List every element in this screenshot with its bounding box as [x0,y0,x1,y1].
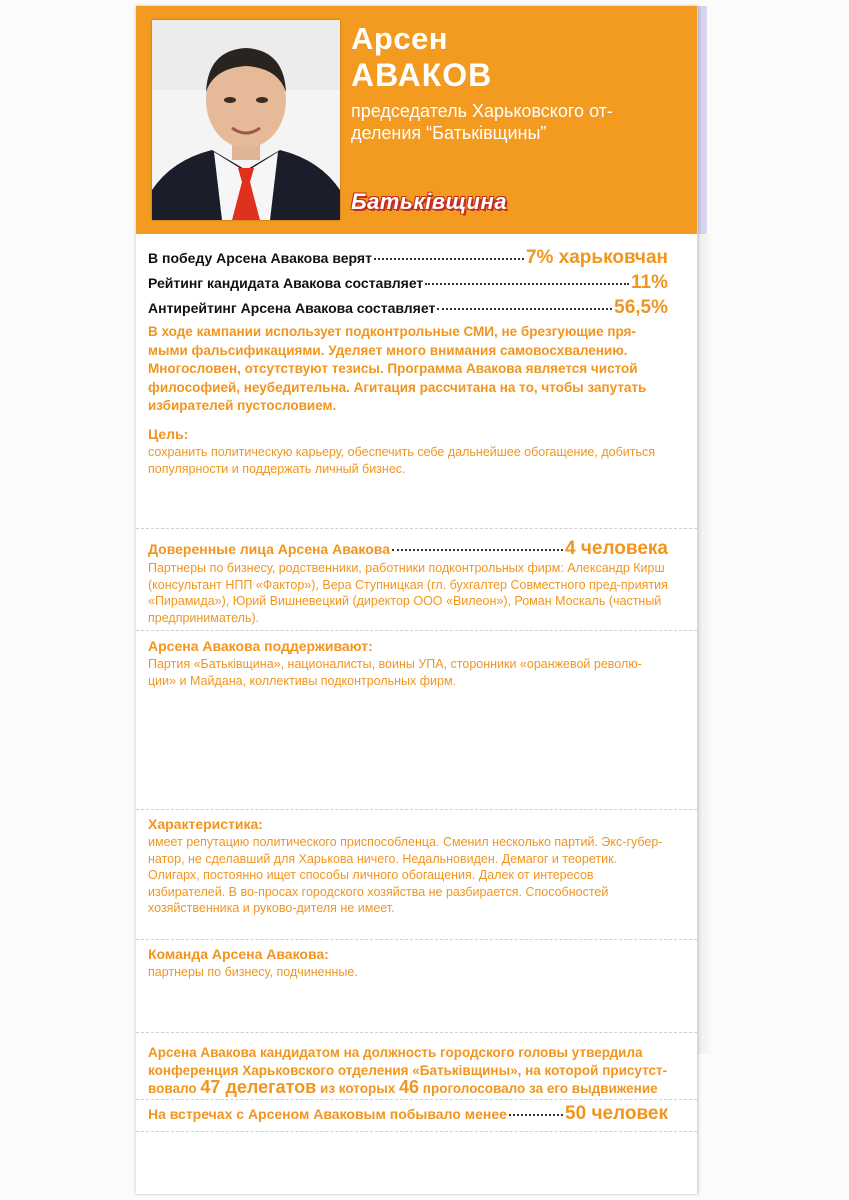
header-banner [136,6,697,234]
party-logo: Батьківщина [351,189,508,214]
stat-value: 56,5% [614,297,668,318]
leaflet-page [136,6,698,1194]
nomination-text-end: проголосовало за его выдвижение [422,1081,658,1096]
stat-row-antirating [148,297,668,319]
divider [136,939,697,940]
dotted-leader [392,549,563,551]
delegates-count: 47 делегатов [200,1077,317,1097]
nomination-text: Арсена Авакова кандидатом на должность городского головы утвердила конференция Харьковского отделения «Батьківщины», на которой присутст-вовало [148,1045,668,1096]
dotted-leader [437,308,612,310]
team-heading: Команда Арсена Авакова: [148,946,329,962]
divider [136,1131,697,1132]
portrait-icon [152,20,340,220]
divider [136,630,697,631]
candidate-photo [152,20,340,220]
divider [136,1032,697,1033]
stat-label: В победу Арсена Авакова верят [148,250,372,266]
meetings-label: На встречах с Арсеном Аваковым побывало менее [148,1106,507,1122]
divider [136,809,697,810]
divider [136,528,697,529]
candidate-first-name: Арсен [351,21,449,56]
dotted-leader [425,283,629,285]
goal-text: сохранить политическую карьеру, обеспечить себе дальнейшее обогащение, добиться популярности и поддержать личный бизнес. [148,445,655,476]
team-text: партнеры по бизнесу, подчиненные. [148,965,358,979]
nomination-text-middle: из которых [320,1081,396,1096]
divider [136,1099,697,1100]
trusted-text: Партнеры по бизнесу, родственники, работники подконтрольных фирм: Александр Кирш (консультант НПП «Фактор»), Вера Ступницкая (гл. бухгалтер Совместного пред-приятия «Пирамида»), Юрий Вишневецкий (директор ООО «Вилеон»), Роман Москаль (частный предприниматель). [148,561,668,625]
supporters-heading: Арсена Авакова поддерживают: [148,638,373,654]
candidate-last-name: АВАКОВ [351,57,493,93]
meetings-row [148,1103,668,1125]
stat-label: Рейтинг кандидата Авакова составляет [148,275,424,291]
nomination-statement [148,1044,668,1098]
trusted-value: 4 человека [565,538,668,559]
stat-row-belief [148,247,668,269]
character-text: имеет репутацию политического приспособленца. Сменил несколько партий. Экс-губер-натор, не сделавший для Харькова ничего. Недальновиден. Демагог и теоретик. Олигарх, постоянно ищет способы личного обогащения. Далек от интересов избирателей. В во-просах городского хозяйства не разбирается. Способностей хозяйственника и руково-дителя не имеет. [148,835,663,915]
stat-row-rating [148,272,668,294]
candidate-role: председатель Харьковского от-деления “Батьківщины” [351,101,613,143]
stat-value: 11% [631,272,668,293]
page-edge-strip [697,6,707,234]
voted-count: 46 [399,1077,420,1097]
page-fold-shadow [697,234,711,1054]
trusted-persons-row [148,538,668,560]
trusted-label: Доверенные лица Арсена Авакова [148,541,391,557]
dotted-leader [509,1114,563,1116]
meetings-value: 50 человек [565,1103,668,1124]
stat-label: Антирейтинг Арсена Авакова составляет [148,300,436,316]
campaign-summary: В ходе кампании использует подконтрольные СМИ, не брезгующие пря-мыми фальсификациями. Уделяет много внимания самовосхвалению. Многословен, отсутствуют тезисы. Программа Авакова является чистой философией, неубедительна. Агитация рассчитана на то, чтобы запутать избирателей пустословием. [148,324,647,413]
dotted-leader [374,258,524,260]
supporters-text: Партия «Батьківщина», националисты, воины УПА, сторонники «оранжевой револю-ции» и Майдана, коллективы подконтрольных фирм. [148,657,642,688]
stat-value: 7% харьковчан [525,247,668,268]
character-heading: Характеристика: [148,816,263,832]
goal-heading: Цель: [148,426,189,442]
